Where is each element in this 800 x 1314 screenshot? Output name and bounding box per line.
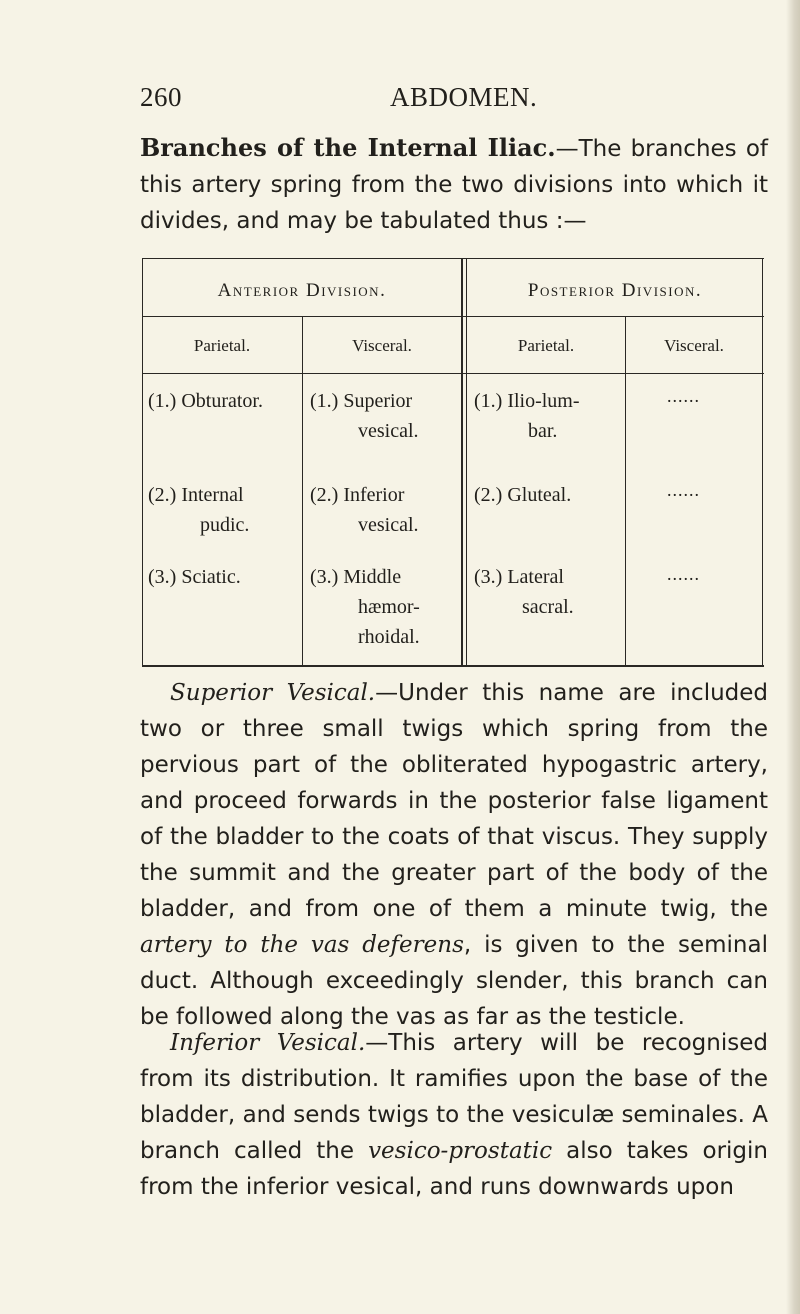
- row2-post-visceral: ......: [667, 480, 700, 500]
- inferior-vesical-paragraph: [140, 1025, 768, 1205]
- cell-line: (2.) Internal: [148, 484, 244, 506]
- row2-ant-visceral: [310, 480, 419, 540]
- running-head: [140, 82, 760, 112]
- cell-line: sacral.: [522, 596, 574, 618]
- anterior-division-title: Anterior Division.: [217, 280, 387, 301]
- anterior-split-rule: [302, 316, 303, 666]
- cell-line: (3.) Middle: [310, 566, 402, 588]
- section-title: ABDOMEN.: [390, 82, 538, 112]
- cell-line: vesical.: [358, 420, 419, 442]
- page-number: 260: [140, 82, 182, 112]
- row1-post-parietal: [474, 386, 580, 446]
- row3-ant-visceral: [310, 562, 420, 652]
- inferior-vesical-heading: Inferior Vesical.: [170, 1030, 366, 1056]
- cell-line: (1.) Superior: [310, 390, 413, 412]
- table-top-rule: [142, 258, 764, 259]
- intro-paragraph: [140, 130, 768, 239]
- superior-vesical-heading: Superior Vesical.: [170, 680, 376, 706]
- cell-line: (3.) Sciatic.: [148, 566, 241, 588]
- subheader-rule: [142, 373, 764, 374]
- vesico-prostatic-term: vesico-prostatic: [368, 1138, 553, 1164]
- posterior-division-title: Posterior Division.: [527, 280, 703, 301]
- row2-post-parietal: [474, 480, 571, 510]
- col-head-post-visceral: Visceral.: [664, 336, 724, 355]
- row1-ant-parietal: [148, 386, 263, 416]
- table-right-rule: [762, 258, 763, 666]
- cell-line: (2.) Inferior: [310, 484, 405, 506]
- division-separator: [461, 258, 463, 666]
- division-separator-inner: [466, 258, 467, 666]
- col-head-ant-parietal: Parietal.: [193, 336, 251, 355]
- inferior-vesical-text-a: —This artery will be recognised from its distribution. It ramifies upon the base of the bladder, and sends twigs to the vesiculæ seminales. A branch called the: [140, 1030, 768, 1164]
- row3-ant-parietal: [148, 562, 241, 592]
- row2-ant-parietal: [148, 480, 249, 540]
- cell-line: vesical.: [358, 514, 419, 536]
- intro-text: —The branches of this artery spring from the two divisions into which it divides, and may be tabulated thus :—: [140, 136, 769, 234]
- row3-post-visceral: ......: [667, 564, 700, 584]
- superior-vesical-text-a: —Under this name are included two or three small twigs which spring from the pervious part of the obliterated hypogastric artery, and proceed forwards in the posterior false ligament of the bladder to the coats of that viscus. They supply the summit and the greater part of the body of the bladder, and from one of them a minute twig, the: [140, 680, 769, 922]
- superior-vesical-paragraph: [140, 675, 768, 1035]
- vas-deferens-term: artery to the vas deferens: [140, 932, 464, 958]
- cell-line: pudic.: [200, 514, 250, 536]
- col-head-ant-visceral: Visceral.: [352, 336, 412, 355]
- posterior-split-rule: [625, 316, 626, 666]
- superior-vesical-text-b: , is given to the seminal duct. Although exceedingly slender, this branch can be followed along the vas as far as the testicle.: [140, 932, 768, 1030]
- row1-ant-visceral: [310, 386, 419, 446]
- inferior-vesical-text-b: also takes origin from the inferior vesical, and runs downwards upon: [140, 1138, 768, 1200]
- row3-post-parietal: [474, 562, 574, 622]
- cell-line: bar.: [528, 420, 558, 442]
- runin-heading: Branches of the Internal Iliac.: [140, 133, 556, 162]
- table-bottom-rule: [142, 665, 764, 667]
- cell-line: (1.) Obturator.: [148, 390, 263, 412]
- table-left-rule: [142, 258, 143, 666]
- row1-post-visceral: ......: [667, 386, 700, 406]
- header-rule: [142, 316, 764, 317]
- cell-line: hæmor-: [358, 596, 420, 618]
- page-edge-shadow: [786, 0, 800, 1314]
- branches-table: [142, 258, 764, 666]
- cell-line: (3.) Lateral: [474, 566, 564, 588]
- col-head-post-parietal: Parietal.: [517, 336, 575, 355]
- cell-line: (2.) Gluteal.: [474, 484, 572, 506]
- cell-line: rhoidal.: [358, 626, 420, 648]
- cell-line: (1.) Ilio-lum-: [474, 390, 580, 412]
